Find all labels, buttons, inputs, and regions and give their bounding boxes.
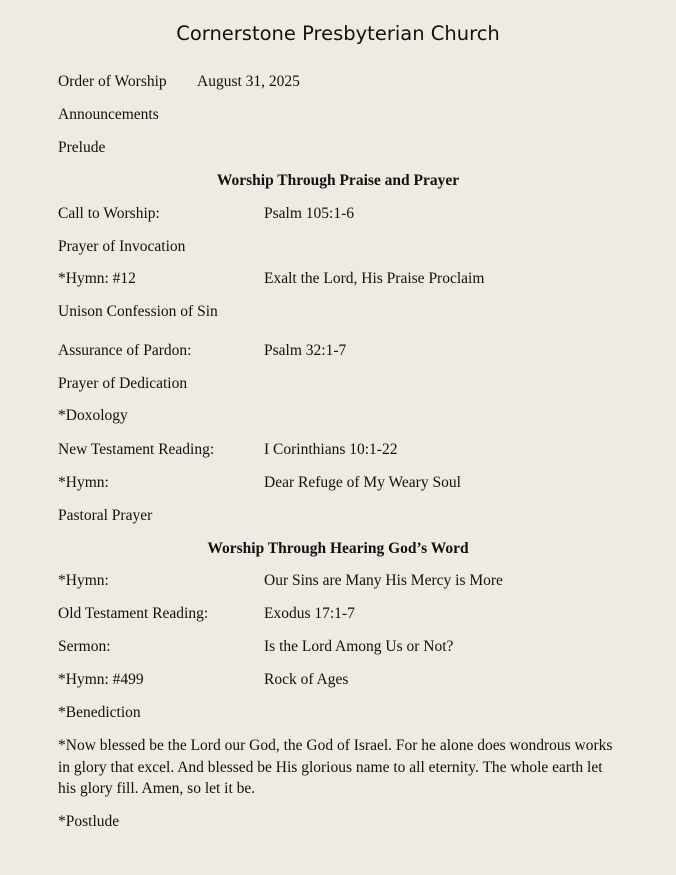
pastoral-prayer-label: Pastoral Prayer: [58, 507, 153, 524]
sermon-title: Is the Lord Among Us or Not?: [264, 638, 454, 655]
closing-doxology-text: *Now blessed be the Lord our God, the God of Israel. For he alone does wondrous works in glory that excel. And blessed be His glorious name to all eternity. The whole earth let his glory fill. Amen, so let it be.: [58, 737, 613, 797]
hymn-499-title: Rock of Ages: [264, 671, 349, 688]
order-of-worship-label: Order of Worship: [58, 73, 167, 90]
hymn-label: *Hymn:: [58, 572, 109, 589]
call-to-worship-label: Call to Worship:: [58, 205, 160, 222]
old-testament-reading-detail: Exodus 17:1-7: [264, 605, 355, 622]
hymn-12-title: Exalt the Lord, His Praise Proclaim: [264, 270, 485, 287]
new-testament-reading-detail: I Corinthians 10:1-22: [264, 441, 398, 458]
hymn-499-label: *Hymn: #499: [58, 671, 144, 688]
new-testament-reading-label: New Testament Reading:: [58, 441, 215, 458]
hymn-label: *Hymn:: [58, 474, 109, 491]
prayer-of-invocation-label: Prayer of Invocation: [58, 238, 186, 255]
prayer-of-dedication-label: Prayer of Dedication: [58, 375, 188, 392]
assurance-of-pardon-detail: Psalm 32:1-7: [264, 342, 347, 359]
benediction-label: *Benediction: [58, 704, 141, 721]
call-to-worship-detail: Psalm 105:1-6: [264, 205, 354, 222]
church-title: Cornerstone Presbyterian Church: [176, 22, 500, 45]
sermon-label: Sermon:: [58, 638, 111, 655]
old-testament-reading-label: Old Testament Reading:: [58, 605, 209, 622]
assurance-of-pardon-label: Assurance of Pardon:: [58, 342, 192, 359]
unison-confession-label: Unison Confession of Sin: [58, 303, 218, 320]
postlude-label: *Postlude: [58, 813, 120, 830]
section-heading-gods-word: Worship Through Hearing God’s Word: [207, 540, 469, 557]
section-heading-praise-prayer: Worship Through Praise and Prayer: [216, 172, 460, 189]
doxology-label: *Doxology: [58, 407, 128, 424]
hymn-title: Our Sins are Many His Mercy is More: [264, 572, 503, 589]
hymn-title: Dear Refuge of My Weary Soul: [264, 474, 461, 491]
prelude-item: Prelude: [58, 139, 106, 156]
announcements-item: Announcements: [58, 106, 159, 123]
hymn-12-label: *Hymn: #12: [58, 270, 136, 287]
service-date: August 31, 2025: [197, 73, 300, 90]
